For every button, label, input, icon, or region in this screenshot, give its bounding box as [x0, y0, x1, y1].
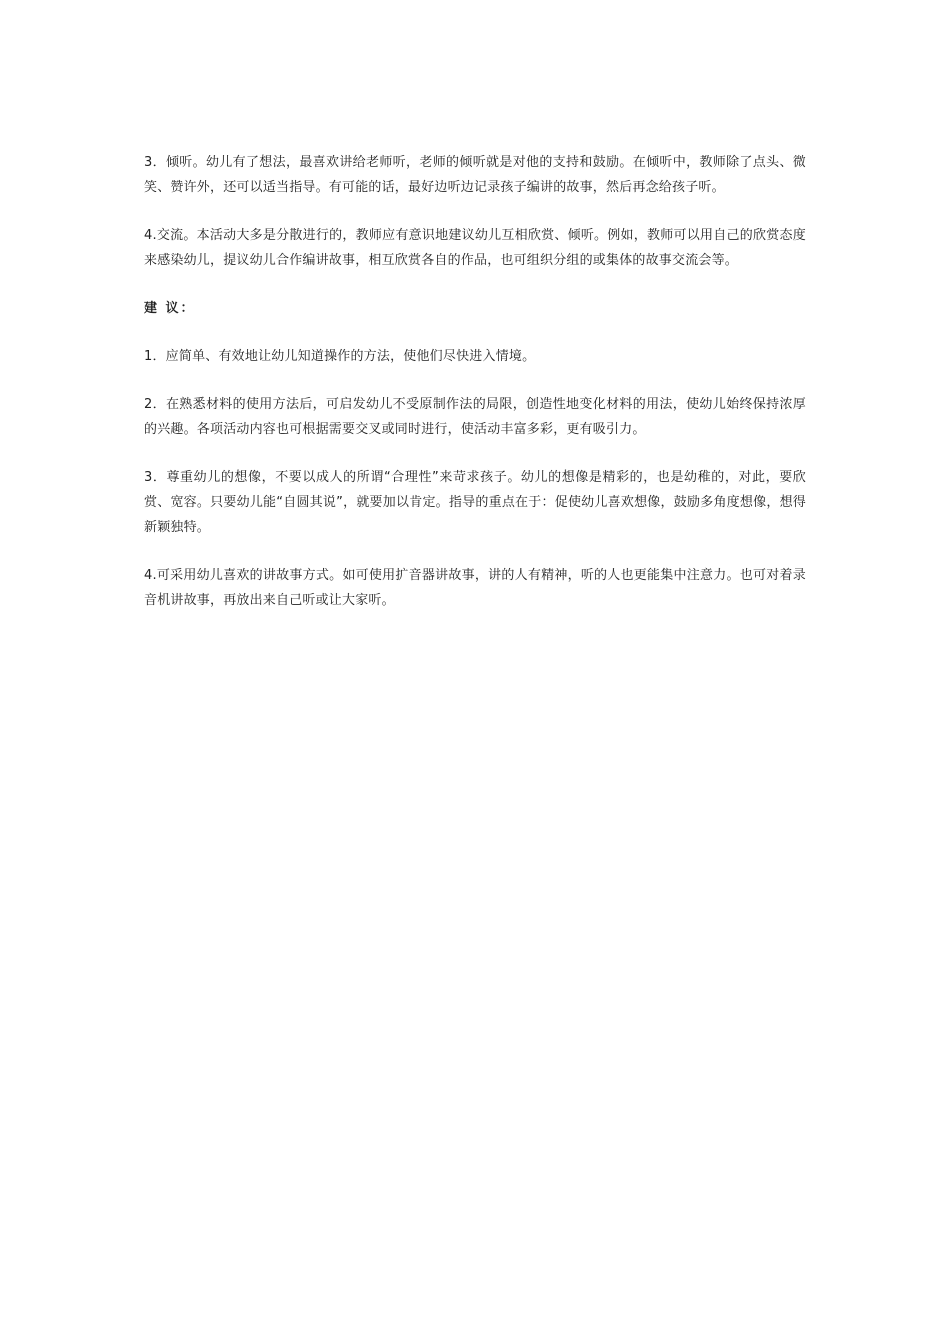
suggestion-item-3: 3．尊重幼儿的想像，不要以成人的所谓“合理性”来苛求孩子。幼儿的想像是精彩的，也是幼稚的，对此，要欣赏、宽容。只要幼儿能“自圆其说”，就要加以肯定。指导的重点在于：促使幼儿喜欢想像，鼓励多角度想像，想得新颖独特。: [144, 470, 806, 535]
paragraph-communication: 4.交流。本活动大多是分散进行的，教师应有意识地建议幼儿互相欣赏、倾听。例如，教师可以用自己的欣赏态度来感染幼儿，提议幼儿合作编讲故事，相互欣赏各自的作品，也可组织分组的或集体的故事交流会等。: [144, 228, 806, 268]
paragraph-listening: 3．倾听。幼儿有了想法，最喜欢讲给老师听，老师的倾听就是对他的支持和鼓励。在倾听中，教师除了点头、微笑、赞许外，还可以适当指导。有可能的话，最好边听边记录孩子编讲的故事，然后再念给孩子听。: [144, 155, 806, 195]
section-heading-suggestions: 建 议：: [144, 301, 196, 316]
suggestion-item-1: 1．应简单、有效地让幼儿知道操作的方法，使他们尽快进入情境。: [144, 349, 536, 364]
document-page: [144, 150, 806, 636]
suggestion-item-2: 2．在熟悉材料的使用方法后，可启发幼儿不受原制作法的局限，创造性地变化材料的用法，使幼儿始终保持浓厚的兴趣。各项活动内容也可根据需要交叉或同时进行，使活动丰富多彩，更有吸引力。: [144, 397, 806, 437]
suggestion-item-4: 4.可采用幼儿喜欢的讲故事方式。如可使用扩音器讲故事，讲的人有精神，听的人也更能集中注意力。也可对着录音机讲故事，再放出来自己听或让大家听。: [144, 568, 806, 608]
